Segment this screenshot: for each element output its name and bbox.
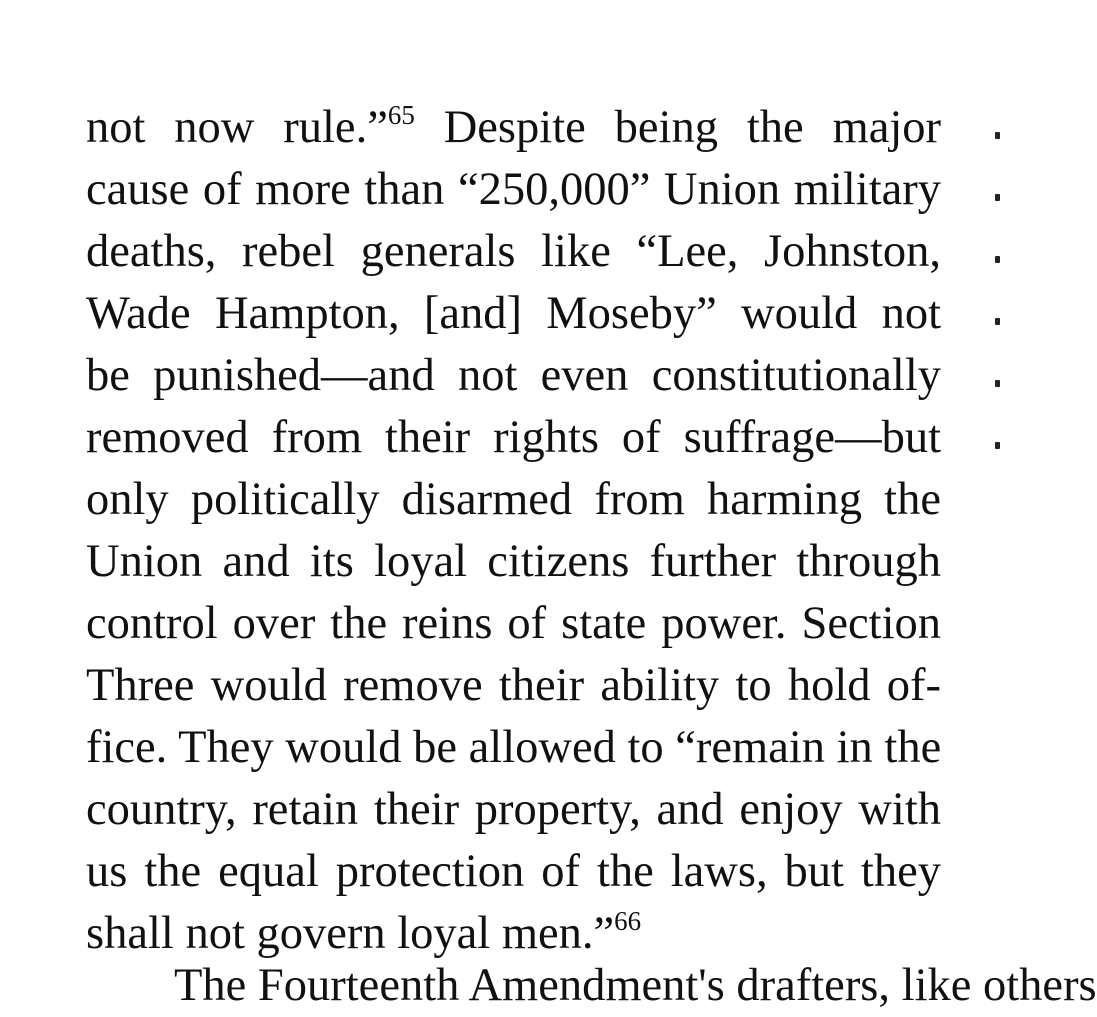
adjacent-page-edge xyxy=(992,0,1000,981)
text-line-3: deaths, rebel generals like “Lee, Johnston, xyxy=(86,226,941,277)
text-line-9: control over the reins of state power. Section xyxy=(86,598,941,649)
edge-glyph xyxy=(995,132,1000,139)
text-line-10: Three would remove their ability to hold of- xyxy=(86,660,941,711)
next-paragraph-partial-line: The Fourteenth Amendment's drafters, like others xyxy=(174,960,1097,1011)
text-line-11: fice. They would be allowed to “remain in the xyxy=(86,722,942,773)
text-line-7: only politically disarmed from harming the xyxy=(86,474,941,525)
text-line-6: removed from their rights of suffrage—but xyxy=(86,412,941,463)
body-text xyxy=(86,97,941,965)
edge-glyph xyxy=(995,194,1000,201)
footnote-marker-65[interactable]: 65 xyxy=(387,100,415,130)
edge-glyph xyxy=(995,256,1000,263)
edge-glyph xyxy=(995,380,1000,387)
text-line-5: be punished—and not even constitutionally xyxy=(86,350,941,401)
text-line-2: cause of more than “250,000” Union military xyxy=(86,164,941,215)
text-line-8: Union and its loyal citizens further through xyxy=(86,536,941,587)
text-line-14: shall not govern loyal men.”$^{66}$ xyxy=(86,906,642,959)
text-line-12: country, retain their property, and enjoy with xyxy=(86,784,941,835)
text-line-13: us the equal protection of the laws, but they xyxy=(86,846,941,897)
text-line-1: not now rule.”$^{65}$ Despite being the major xyxy=(86,100,941,153)
footnote-marker-66[interactable]: 66 xyxy=(614,906,642,936)
edge-glyph xyxy=(995,318,1000,325)
text-line-4: Wade Hampton, [and] Moseby” would not xyxy=(86,288,941,339)
edge-glyph xyxy=(995,442,1000,449)
